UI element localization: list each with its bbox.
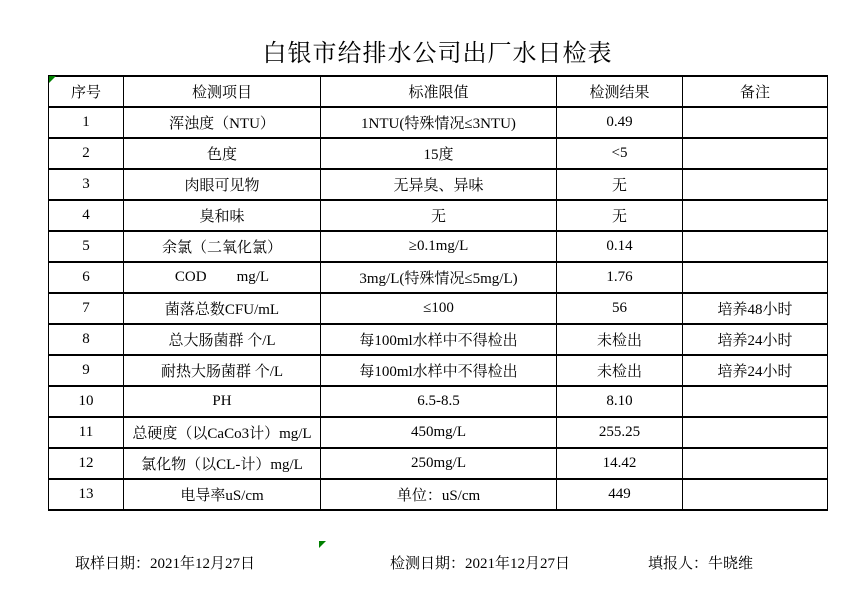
cell-note: [683, 107, 828, 138]
header-cell-no: 序号: [49, 76, 124, 107]
cell-item: 臭和味: [124, 200, 321, 231]
cell-result: 0.49: [557, 107, 683, 138]
table-row: [49, 138, 828, 169]
cell-no: 12: [49, 448, 124, 479]
cell-limit: 6.5-8.5: [321, 386, 557, 417]
cell-no: 13: [49, 479, 124, 510]
reporter-label: 填报人：牛晓维: [648, 556, 754, 572]
cell-result: 无: [557, 169, 683, 200]
cell-item: 色度: [124, 138, 321, 169]
cell-no: 6: [49, 262, 124, 293]
cell-limit: 单位：uS/cm: [321, 479, 557, 510]
cell-note: [683, 138, 828, 169]
header-cell-item: 检测项目: [124, 76, 321, 107]
cell-no: 1: [49, 107, 124, 138]
cell-note: [683, 200, 828, 231]
cell-limit: ≥0.1mg/L: [321, 231, 557, 262]
cell-result: 8.10: [557, 386, 683, 417]
cell-result: 14.42: [557, 448, 683, 479]
cell-item: 浑浊度（NTU）: [124, 107, 321, 138]
table-row: [49, 479, 828, 510]
cell-limit: 3mg/L(特殊情况≤5mg/L): [321, 262, 557, 293]
header-cell-limit: 标准限值: [321, 76, 557, 107]
cell-result: 未检出: [557, 324, 683, 355]
cell-note: [683, 231, 828, 262]
cell-item: 余氯（二氧化氯）: [124, 231, 321, 262]
cell-no: 3: [49, 169, 124, 200]
cell-note: 培养48小时: [683, 293, 828, 324]
cell-result: 449: [557, 479, 683, 510]
cell-item: COD mg/L: [124, 262, 321, 293]
cell-note: 培养24小时: [683, 324, 828, 355]
cell-no: 4: [49, 200, 124, 231]
cell-result: 1.76: [557, 262, 683, 293]
cell-item: 总硬度（以CaCo3计）mg/L: [124, 417, 321, 448]
cell-limit: 每100ml水样中不得检出: [321, 324, 557, 355]
cell-item: 耐热大肠菌群 个/L: [124, 355, 321, 386]
cell-result: 255.25: [557, 417, 683, 448]
table-row: [49, 200, 828, 231]
cell-no: 9: [49, 355, 124, 386]
green-corner-marker-icon: [49, 76, 56, 83]
cell-no: 10: [49, 386, 124, 417]
table-header-row: [49, 76, 828, 107]
cell-note: [683, 479, 828, 510]
cell-note: [683, 417, 828, 448]
table-row: [49, 262, 828, 293]
cell-item: PH: [124, 386, 321, 417]
table-row: [49, 169, 828, 200]
header-cell-note: 备注: [683, 76, 828, 107]
cell-note: [683, 448, 828, 479]
cell-limit: ≤100: [321, 293, 557, 324]
cell-result: <5: [557, 138, 683, 169]
cell-limit: 15度: [321, 138, 557, 169]
cell-item: 电导率uS/cm: [124, 479, 321, 510]
table-row: [49, 293, 828, 324]
header-cell-result: 检测结果: [557, 76, 683, 107]
table-row: [49, 355, 828, 386]
cell-no: 7: [49, 293, 124, 324]
sample-date-label: 取样日期：2021年12月27日: [75, 556, 256, 572]
table-row: [49, 324, 828, 355]
table-row: [49, 448, 828, 479]
cell-item: 总大肠菌群 个/L: [124, 324, 321, 355]
table-row: [49, 386, 828, 417]
green-corner-marker-icon: [319, 541, 326, 548]
cell-result: 0.14: [557, 231, 683, 262]
cell-result: 56: [557, 293, 683, 324]
cell-no: 8: [49, 324, 124, 355]
cell-no: 5: [49, 231, 124, 262]
cell-no: 11: [49, 417, 124, 448]
cell-result: 未检出: [557, 355, 683, 386]
cell-note: [683, 262, 828, 293]
cell-note: [683, 386, 828, 417]
cell-note: [683, 169, 828, 200]
table-row: [49, 107, 828, 138]
cell-limit: 250mg/L: [321, 448, 557, 479]
table-row: [49, 417, 828, 448]
cell-item: 氯化物（以CL-计）mg/L: [124, 448, 321, 479]
cell-note: 培养24小时: [683, 355, 828, 386]
cell-item: 菌落总数CFU/mL: [124, 293, 321, 324]
cell-result: 无: [557, 200, 683, 231]
cell-limit: 无异臭、异味: [321, 169, 557, 200]
cell-limit: 无: [321, 200, 557, 231]
daily-check-table: [48, 75, 828, 511]
cell-limit: 1NTU(特殊情况≤3NTU): [321, 107, 557, 138]
cell-no: 2: [49, 138, 124, 169]
page-title: 白银市给排水公司出厂水日检表: [262, 41, 613, 67]
cell-limit: 450mg/L: [321, 417, 557, 448]
cell-limit: 每100ml水样中不得检出: [321, 355, 557, 386]
table-row: [49, 231, 828, 262]
cell-item: 肉眼可见物: [124, 169, 321, 200]
test-date-label: 检测日期：2021年12月27日: [390, 556, 571, 572]
